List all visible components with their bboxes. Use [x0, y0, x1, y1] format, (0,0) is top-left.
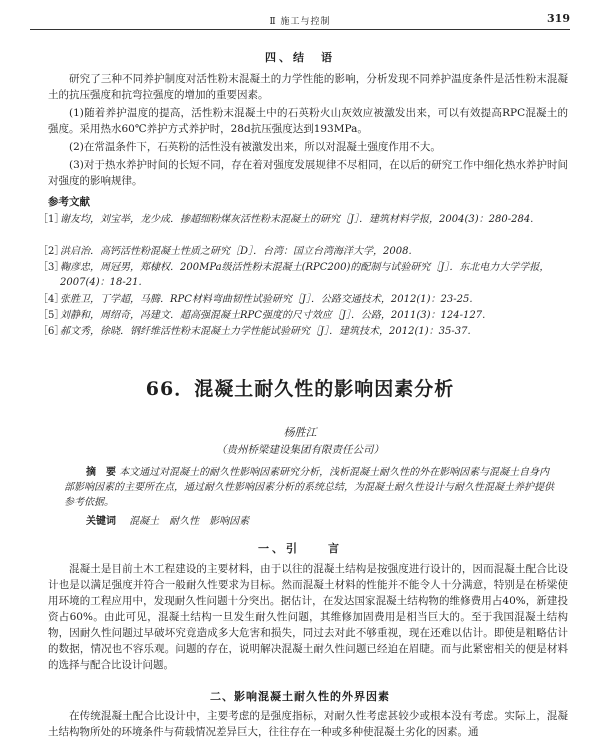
reference-item [38, 292, 568, 307]
reference-number: ［1］ [38, 214, 65, 225]
reference-item [38, 212, 568, 227]
reference-number: ［3］ [38, 262, 65, 273]
conclusion-intro: 研究了三种不同养护制度对活性粉末混凝土的力学性能的影响，分析发现不同养护温度条件是活性粉末混凝土的抗压强度和抗弯拉强度的增加的重要因素。 [48, 73, 568, 101]
abstract [64, 465, 558, 510]
keywords [86, 512, 249, 527]
abstract-label: 摘 要 [86, 467, 116, 478]
intro-heading: 一、引 言 [258, 542, 342, 555]
section2-heading: 二、影响混凝土耐久性的外界因素 [210, 690, 390, 703]
article-author: 杨胜江 [283, 426, 317, 439]
reference-text: 张胜卫，丁学超，马腾．RPC材料弯曲韧性试验研究［J］．公路交通技术，2012(1)：23-25. [60, 294, 473, 305]
reference-number: ［2］ [38, 246, 65, 257]
running-header: Ⅱ 施工与控制 [269, 17, 331, 27]
reference-item [38, 244, 568, 259]
reference-text: 鞠彦忠，周冠男，郑棣权．200MPa级活性粉末混凝土(RPC200)的配制与试验研究［J］．东北电力大学学报，2007(4)：18-21. [60, 262, 550, 288]
section2-paragraph: 在传统混凝土配合比设计中，主要考虑的是强度指标，对耐久性考虑甚较少或根本没有考虑。实际上，混凝土结构物所处的环境条件与荷载情况差异巨大，往往存在一种或多种使混凝土劣化的因素。通 [48, 710, 568, 738]
keywords-label: 关键词 [86, 516, 116, 527]
reference-number: ［5］ [38, 310, 65, 321]
page-number: 319 [547, 12, 570, 25]
keywords-text: 混凝土 耐久性 影响因素 [129, 516, 250, 527]
conclusion-item-1: (1)随着养护温度的提高，活性粉末混凝土中的石英粉火山灰效应被激发出来，可以有效提高RPC混凝土的强度。采用热水60℃养护方式养护时，28d抗压强度达到193MPa。 [48, 107, 568, 135]
reference-text: 洪启治．高钙活性粉混凝土性质之研究［D］．台湾：国立台湾海洋大学，2008. [60, 246, 412, 257]
article-title: 66．混凝土耐久性的影响因素分析 [145, 378, 455, 400]
reference-item [38, 260, 568, 290]
references-heading: 参考文献 [48, 196, 90, 208]
reference-text: 郝文秀，徐晓．钢纤维活性粉末混凝土力学性能试验研究［J］．建筑技术，2012(1)：35-37. [60, 326, 471, 337]
reference-text: 谢友均，刘宝举，龙少成．掺超细粉煤灰活性粉末混凝土的研究［J］．建筑材料学报，2004(3)：280-284. [60, 214, 534, 225]
reference-item [38, 324, 568, 339]
reference-item [38, 308, 568, 323]
reference-number: ［4］ [38, 294, 65, 305]
abstract-text: 本文通过对混凝土的耐久性影响因素研究分析，浅析混凝土耐久性的外在影响因素与混凝土自身内部影响因素的主要所在点，通过耐久性影响因素分析的系统总结，为混凝土耐久性设计与耐久性混凝土养护提供参考依据。 [64, 467, 554, 508]
reference-number: ［6］ [38, 326, 65, 337]
conclusion-item-2: (2)在常温条件下，石英粉的活性没有被激发出来，所以对混凝土强度作用不大。 [69, 141, 441, 153]
conclusion-item-3: (3)对于热水养护时间的长短不同，存在着对强度发展规律不尽相同，在以后的研究工作中细化热水养护时间对强度的影响规律。 [48, 159, 568, 187]
header-rule [30, 29, 570, 30]
article-affiliation: （贵州桥梁建设集团有限责任公司） [216, 444, 384, 456]
intro-paragraph: 混凝土是目前土木工程建设的主要材料，由于以往的混凝土结构是按强度进行设计的，因而混凝土配合比设计也是以满足强度并符合一般耐久性要求为目标。然而混凝土材料的性能并不能令人十分满意，特别是在桥梁使用环境的工程应用中，发现耐久性问题十分突出。据估计，在发达国家混凝土结构物的维修费用占40%，新建投资占60%。由此可见，混凝土结构一旦发生耐久性问题，其维修加固费用是相当巨大的。至于我国混凝土结构物，因耐久性问题过早破坏究竟造成多大危害和损失，同过去对此不够重视，现在还难以估计。即使是粗略估计的数据，情况也不容乐观。问题的存在，说明解决混凝土耐久性问题已经迫在眉睫。而与此紧密相关的便是材料的选择与配合比设计问题。 [48, 563, 568, 671]
conclusion-heading: 四、结 语 [265, 51, 335, 64]
reference-text: 刘静和，周绍奇，冯建文．超高强混凝土RPC强度的尺寸效应［J］．公路，2011(3)：124-127. [60, 310, 486, 321]
